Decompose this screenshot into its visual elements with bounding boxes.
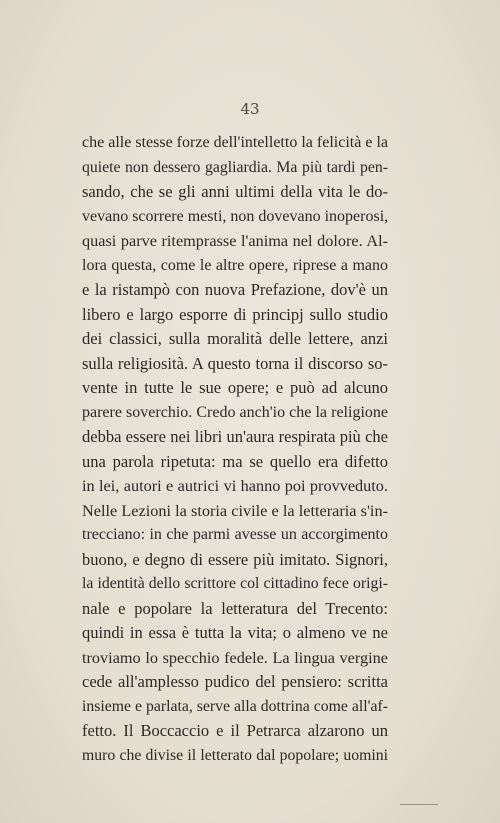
text-line: che alle stesse forze dell'intelletto la felicità e la [82,134,388,151]
text-line: debba essere nei libri un'aura respirata più che [82,427,388,446]
text-line: la identità dello scrittore col cittadino fece origi- [82,575,388,592]
text-line: fetto. Il Boccaccio e il Petrarca alzarono un [82,721,388,740]
text-line: sulla religiosità. A questo torna il discorso so- [82,353,388,373]
text-line: nale e popolare la letteratura del Trecento: [82,598,388,618]
text-line: lora questa, come le altre opere, riprese a mano [82,256,388,274]
text-line: trecciano: in che parmi avesse un accorgimento [82,526,388,543]
text-line: quiete non dessero gagliardia. Ma più tardi pen- [82,158,388,176]
text-line: parere soverchio. Credo anch'io che la religione [82,403,388,421]
text-line: dei classici, sulla moralità delle lettere, anzi [82,329,388,348]
text-line: Nelle Lezioni la storia civile e la letteraria s'in- [82,501,388,520]
text-line: libero e largo esporre di principj sullo studio [82,304,388,324]
text-line: troviamo lo specchio fedele. La lingua vergine [82,648,388,667]
text-line: quasi parve ritemprasse l'anima nel dolore. Al- [82,232,388,250]
text-line: vevano scorrere mesti, non dovevano inoperosi, [82,207,389,225]
text-line: e la ristampò con nuova Prefazione, dov'è un [82,280,388,299]
page-number: 43 [240,100,260,118]
body-text [82,131,388,768]
text-line: buono, e degno di essere più imitato. Signori, [82,549,388,569]
text-line: quindi in essa è tutta la vita; o almeno ve ne [82,623,388,642]
text-line: una parola ripetuta: ma se quello era difetto [82,451,388,471]
text-line: vente in tutte le sue opere; e può ad alcuno [82,378,388,397]
text-line: cede all'amplesso pudico del pensiero: scritta [82,672,388,691]
text-line: in lei, autori e autrici vi hanno poi provveduto. [82,477,388,495]
text-line: sando, che se gli anni ultimi della vita le do- [82,182,388,201]
text-line: insieme e parlata, serve alla dottrina come all'af- [82,697,388,715]
page-edge-mark [400,804,438,805]
text-line: muro che divise il letterato dal popolare; uomini [82,746,388,764]
